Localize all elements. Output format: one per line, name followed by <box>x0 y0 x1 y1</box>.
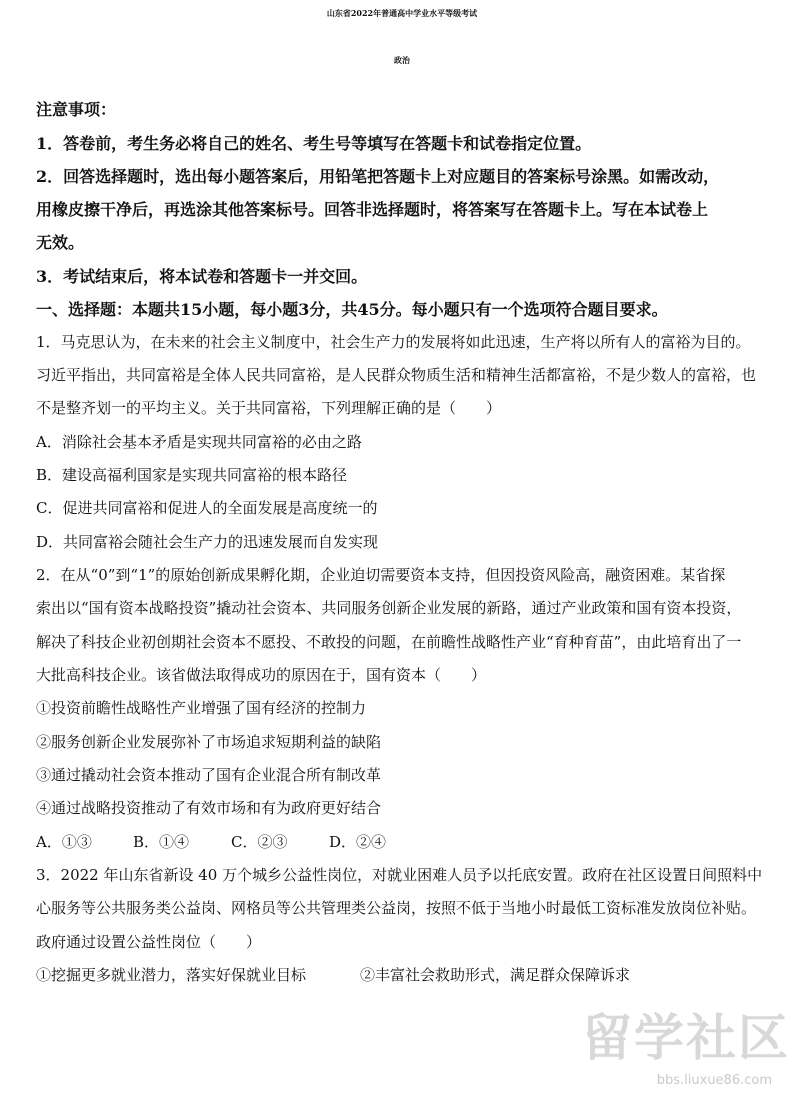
q2-line-4: 大批高科技企业。该省做法取得成功的原因在于，国有资本（ ） <box>36 666 487 684</box>
q1-option-c: C．促进共同富裕和促进人的全面发展是高度统一的 <box>36 499 378 517</box>
q2-statement-1: ①投资前瞻性战略性产业增强了国有经济的控制力 <box>36 699 367 717</box>
q3-line-3: 政府通过设置公益性岗位（ ） <box>36 933 262 951</box>
watermark-logo-text: 留学社区 <box>582 1009 790 1067</box>
notice-heading: 注意事项： <box>36 100 117 119</box>
q2-line-1: 2．在从“0”到“1”的原始创新成果孵化期，企业迫切需要资本支持，但因投资风险高，融资困难。某省探 <box>36 566 726 584</box>
q2-statement-3: ③通过撬动社会资本推动了国有企业混合所有制改革 <box>36 766 382 784</box>
q3-statement-2: ②丰富社会救助形式，满足群众保障诉求 <box>360 966 631 984</box>
exam-title: 山东省2022年普通高中学业水平等级考试 <box>326 8 478 18</box>
q1-option-b: B．建设高福利国家是实现共同富裕的根本路径 <box>36 466 348 484</box>
q2-option-a: A．①③ <box>36 833 92 851</box>
q1-option-d: D．共同富裕会随社会生产力的迅速发展而自发实现 <box>36 533 379 551</box>
q2-statement-2: ②服务创新企业发展弥补了市场追求短期利益的缺陷 <box>36 733 382 751</box>
q2-statement-4: ④通过战略投资推动了有效市场和有为政府更好结合 <box>36 799 382 817</box>
notice-item-3: 3．考试结束后，将本试卷和答题卡一并交回。 <box>36 267 368 286</box>
subject-title: 政治 <box>394 55 410 65</box>
notice-item-2-line-3: 无效。 <box>36 233 85 252</box>
q3-statement-1: ①挖掘更多就业潜力，落实好保就业目标 <box>36 966 307 984</box>
q3-line-2: 心服务等公共服务类公益岗、网格员等公共管理类公益岗，按照不低于当地小时最低工资标准发放岗位补贴。 <box>36 899 757 917</box>
q2-line-3: 解决了科技企业初创期社会资本不愿投、不敢投的问题，在前瞻性战略性产业“育种育苗”，由此培育出了一 <box>36 633 742 651</box>
q2-option-d: D．②④ <box>329 833 387 851</box>
q2-option-c: C．②③ <box>231 833 288 851</box>
watermark-url: bbs.liuxue86.com <box>656 1073 772 1088</box>
section-1-heading: 一、选择题：本题共15小题，每小题3分，共45分。每小题只有一个选项符合题目要求。 <box>36 300 668 319</box>
notice-item-2-line-2: 用橡皮擦干净后，再选涂其他答案标号。回答非选择题时，将答案写在答题卡上。写在本试卷上 <box>36 200 709 219</box>
q3-line-1: 3．2022 年山东省新设 40 万个城乡公益性岗位，对就业困难人员予以托底安置。政府在社区设置日间照料中 <box>36 866 763 884</box>
site-watermark <box>582 998 790 1094</box>
q2-line-2: 索出以“国有资本战略投资”撬动社会资本、共同服务创新企业发展的新路，通过产业政策和国有资本投资， <box>36 599 742 617</box>
q2-option-b: B．①④ <box>133 833 190 851</box>
notice-item-1: 1．答卷前，考生务必将自己的姓名、考生号等填写在答题卡和试卷指定位置。 <box>36 134 592 153</box>
q1-line-1: 1．马克思认为，在未来的社会主义制度中，社会生产力的发展将如此迅速，生产将以所有人的富裕为目的。 <box>36 333 751 351</box>
q1-line-2: 习近平指出，共同富裕是全体人民共同富裕，是人民群众物质生活和精神生活都富裕，不是少数人的富裕，也 <box>36 366 757 384</box>
q1-line-3: 不是整齐划一的平均主义。关于共同富裕，下列理解正确的是（ ） <box>36 399 502 417</box>
q1-option-a: A．消除社会基本矛盾是实现共同富裕的必由之路 <box>36 433 362 451</box>
notice-item-2-line-1: 2．回答选择题时，选出每小题答案后，用铅笔把答题卡上对应题目的答案标号涂黑。如需改动， <box>36 167 720 186</box>
